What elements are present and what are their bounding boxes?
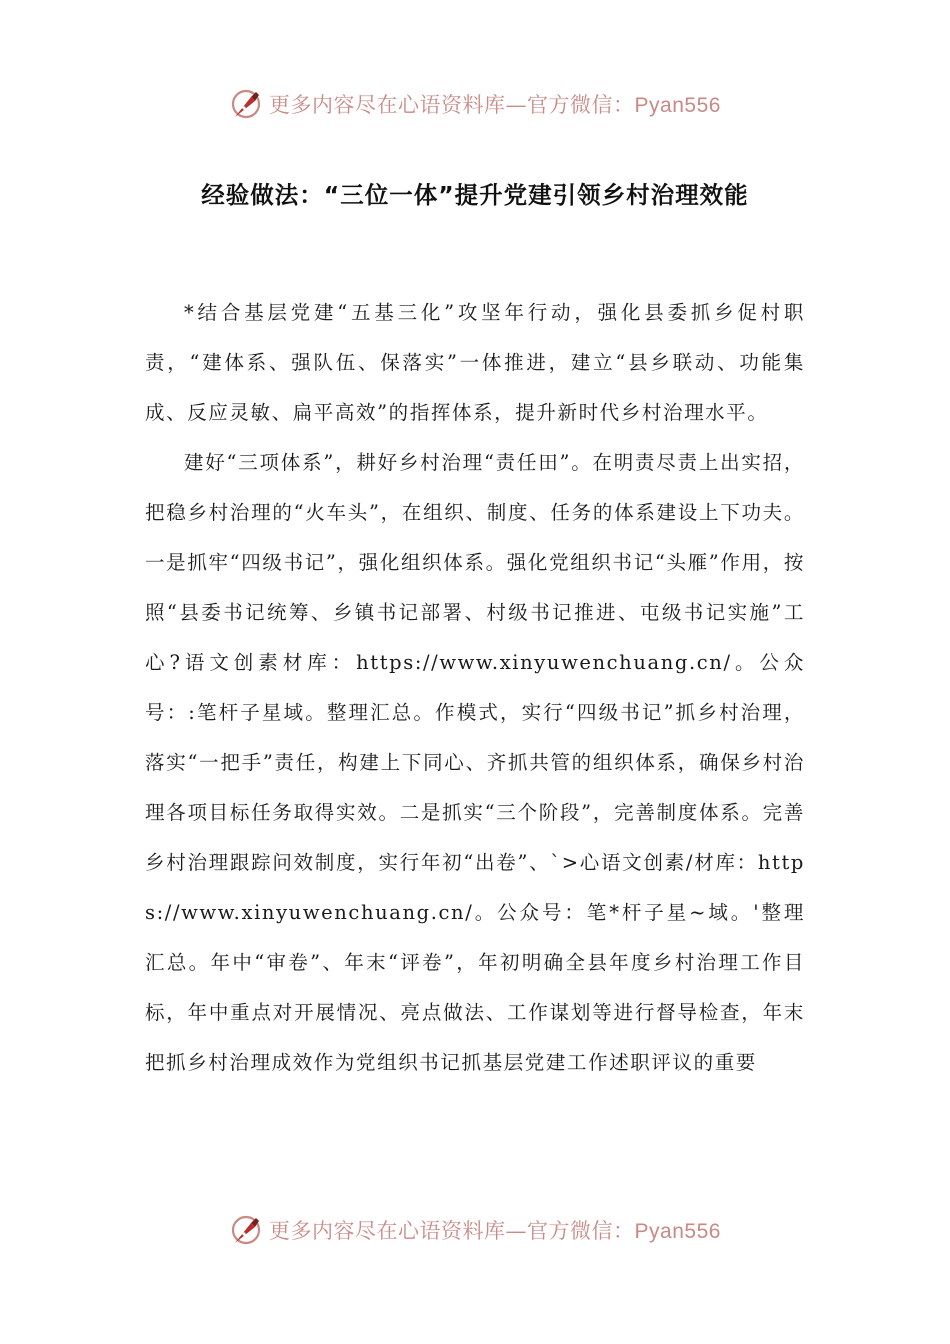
- watermark-text: 更多内容尽在心语资料库—官方微信：Pyan556: [269, 1219, 721, 1243]
- document-title: 经验做法：“三位一体”提升党建引领乡村治理效能: [201, 181, 749, 209]
- pen-nib-logo-icon: [229, 87, 263, 121]
- paragraph: *结合基层党建“五基三化”攻坚年行动，强化县委抓乡促村职责，“建体系、强队伍、保落实”一体推进，建立“县乡联动、功能集成、反应灵敏、扁平高效”的指挥体系，提升新时代乡村治理水平。: [145, 301, 805, 424]
- document-body: [145, 288, 805, 1088]
- watermark-text: 更多内容尽在心语资料库—官方微信：Pyan556: [269, 93, 721, 117]
- paragraph: 建好“三项体系”，耕好乡村治理“责任田”。在明责尽责上出实招，把稳乡村治理的“火车头”，在组织、制度、任务的体系建设上下功夫。一是抓牢“四级书记”，强化组织体系。强化党组织书记“头雁”作用，按照“县委书记统筹、乡镇书记部署、村级书记推进、屯级书记实施”工心?语文创素材库：https://www.xinyuwenchuang.cn/。公众号：:笔杆子星域。整理汇总。作模式，实行“四级书记”抓乡村治理，落实“一把手”责任，构建上下同心、齐抓共管的组织体系，确保乡村治理各项目标任务取得实效。二是抓实“三个阶段”，完善制度体系。完善乡村治理跟踪问效制度，实行年初“出卷”、`>心语文创素/材库：https://www.xinyuwenchuang.cn/。公众号：笔*杆子星~域。'整理汇总。年中“审卷”、年末“评卷”，年初明确全县年度乡村治理工作目标，年中重点对开展情况、亮点做法、工作谋划等进行督导检查，年末把抓乡村治理成效作为党组织书记抓基层党建工作述职评议的重要: [145, 451, 805, 1074]
- watermark-banner-bottom: [0, 1208, 950, 1252]
- watermark-banner-top: [0, 82, 950, 126]
- pen-nib-logo-icon: [229, 1213, 263, 1247]
